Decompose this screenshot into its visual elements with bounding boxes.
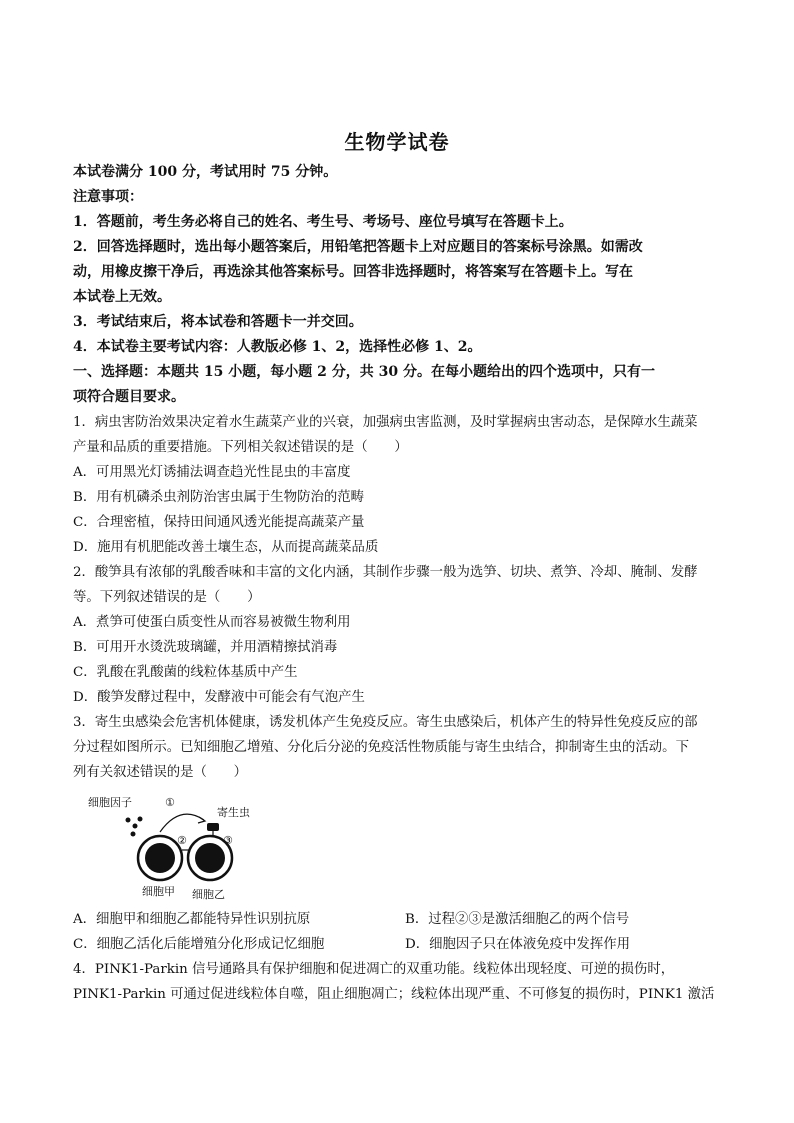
cell-b-nucleus xyxy=(195,843,225,873)
notice-item-3: 3．考试结束后，将本试卷和答题卡一并交回。 xyxy=(73,314,363,330)
question-2-option-b: B．可用开水烫洗玻璃罐，并用酒精擦拭消毒 xyxy=(73,640,338,655)
exam-info: 本试卷满分 100 分，考试用时 75 分钟。 xyxy=(73,164,338,180)
question-3-stem-cont2: 列有关叙述错误的是（ ） xyxy=(73,765,248,780)
step-3-label: ③ xyxy=(223,834,233,847)
notice-item-1: 1．答题前，考生务必将自己的姓名、考生号、考场号、座位号填写在答题卡上。 xyxy=(73,214,573,230)
question-1-option-a: A．可用黑光灯诱捕法调查趋光性昆虫的丰富度 xyxy=(73,465,351,480)
cell-a-nucleus xyxy=(145,843,175,873)
cytokine-dot xyxy=(126,818,131,823)
section-heading-cont: 项符合题目要求。 xyxy=(73,389,185,405)
question-3-stem: 3．寄生虫感染会危害机体健康，诱发机体产生免疫反应。寄生虫感染后，机体产生的特异性免疫反应的部 xyxy=(73,715,698,730)
parasite-label: 寄生虫 xyxy=(217,806,250,819)
question-3-option-d: D．细胞因子只在体液免疫中发挥作用 xyxy=(405,937,630,952)
cytokine-dot xyxy=(138,817,143,822)
notice-item-2-cont: 动，用橡皮擦干净后，再选涂其他答案标号。回答非选择题时，将答案写在答题卡上。写在 xyxy=(73,264,633,280)
cytokine-label: 细胞因子 xyxy=(88,796,132,809)
question-1-option-b: B．用有机磷杀虫剂防治害虫属于生物防治的范畴 xyxy=(73,490,365,505)
page-title: 生物学试卷 xyxy=(344,130,450,154)
step-2-label: ② xyxy=(177,834,187,847)
cytokine-dot xyxy=(133,824,138,829)
cell-a-label: 细胞甲 xyxy=(142,885,175,898)
question-2-option-d: D．酸笋发酵过程中，发酵液中可能会有气泡产生 xyxy=(73,690,365,705)
question-1-option-c: C．合理密植，保持田间通风透光能提高蔬菜产量 xyxy=(73,515,365,530)
question-1-stem: 1．病虫害防治效果决定着水生蔬菜产业的兴衰，加强病虫害监测，及时掌握病虫害动态，是保障水生蔬菜 xyxy=(73,415,698,430)
arrow-step-1 xyxy=(160,814,204,832)
question-3-option-b: B．过程②③是激活细胞乙的两个信号 xyxy=(405,912,630,927)
notice-item-4: 4．本试卷主要考试内容：人教版必修 1、2，选择性必修 1、2。 xyxy=(73,339,482,355)
question-3-option-c: C．细胞乙活化后能增殖分化形成记忆细胞 xyxy=(73,937,325,952)
question-1-stem-cont: 产量和品质的重要措施。下列相关叙述错误的是（ ） xyxy=(73,440,408,455)
notice-item-2-cont2: 本试卷上无效。 xyxy=(73,289,171,305)
question-2-option-a: A．煮笋可使蛋白质变性从而容易被微生物利用 xyxy=(73,615,351,630)
parasite-icon xyxy=(207,823,219,831)
question-2-stem: 2．酸笋具有浓郁的乳酸香味和丰富的文化内涵，其制作步骤一般为选笋、切块、煮笋、冷却、腌制、发酵 xyxy=(73,565,698,580)
question-4-stem: 4．PINK1-Parkin 信号通路具有保护细胞和促进凋亡的双重功能。线粒体出现轻度、可逆的损伤时， xyxy=(73,962,675,977)
cell-b-label: 细胞乙 xyxy=(192,888,225,901)
notice-heading: 注意事项： xyxy=(73,189,143,205)
section-heading: 一、选择题：本题共 15 小题，每小题 2 分，共 30 分。在每小题给出的四个选项中，只有一 xyxy=(73,364,655,380)
cytokine-dot xyxy=(131,832,136,837)
step-1-label: ① xyxy=(165,796,175,809)
question-4-stem-cont: PINK1-Parkin 可通过促进线粒体自噬，阻止细胞凋亡；线粒体出现严重、不可修复的损伤时，PINK1 激活 xyxy=(73,987,715,1002)
question-2-stem-cont: 等。下列叙述错误的是（ ） xyxy=(73,590,261,605)
immune-response-diagram xyxy=(80,792,280,902)
question-3-stem-cont: 分过程如图所示。已知细胞乙增殖、分化后分泌的免疫活性物质能与寄生虫结合，抑制寄生虫的活动。下 xyxy=(73,740,689,755)
question-2-option-c: C．乳酸在乳酸菌的线粒体基质中产生 xyxy=(73,665,298,680)
question-1-option-d: D．施用有机肥能改善土壤生态，从而提高蔬菜品质 xyxy=(73,540,379,555)
question-3-option-a: A．细胞甲和细胞乙都能特异性识别抗原 xyxy=(73,912,311,927)
notice-item-2: 2．回答选择题时，选出每小题答案后，用铅笔把答题卡上对应题目的答案标号涂黑。如需改 xyxy=(73,239,643,255)
